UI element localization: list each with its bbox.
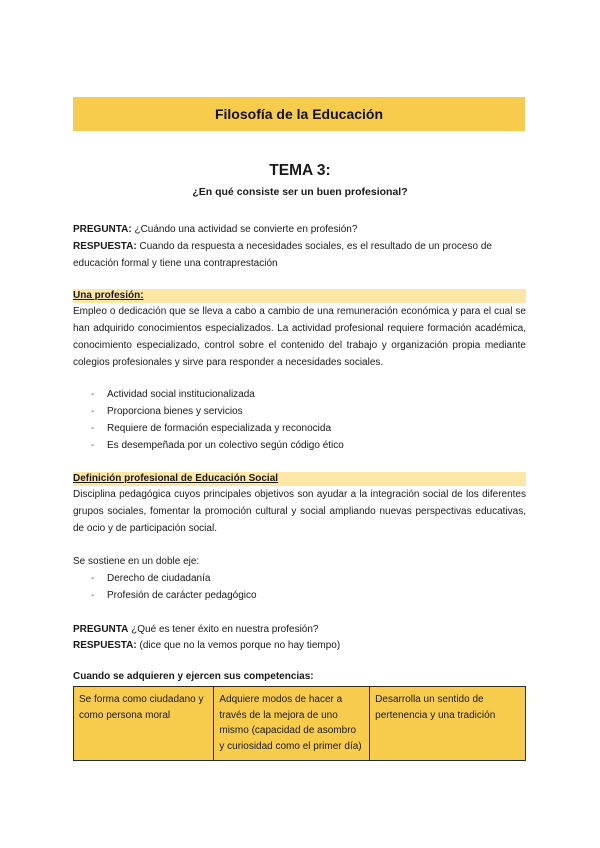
eje-list	[73, 570, 526, 604]
section-definicion-heading: Definición profesional de Educación Social	[73, 472, 526, 486]
question-label: PREGUNTA	[73, 624, 129, 635]
list-item: - Derecho de ciudadanía	[73, 570, 526, 587]
question-2	[73, 621, 526, 638]
definicion-body: Disciplina pedagógica cuyos principales objetivos son ayudar a la integración social de los diferentes grupos sociales, fomentar la promoción cultural y social ampliando nuevas perspectivas educativas, de ocio y de participación social.	[73, 489, 526, 534]
competencias-heading: Cuando se adquieren y ejercen sus competencias:	[73, 671, 314, 682]
page-title: Filosofía de la Educación	[214, 106, 384, 122]
section-profesion-heading: Una profesión:	[73, 289, 526, 303]
competencias-table	[73, 686, 526, 761]
answer-2	[73, 637, 526, 654]
table-row	[74, 687, 526, 761]
list-item: - Es desempeñada por un colectivo según código ético	[73, 437, 526, 454]
profesion-body: Empleo o dedicación que se lleva a cabo a cambio de una remuneración económica y para el cual se han adquirido conocimientos especializados. La actividad profesional requiere formación académica, conocimiento especializado, control sobre el contenido del trabajo y organización propia mediante colegios profesionales y sirve para responder a necesidades sociales.	[73, 306, 526, 368]
tema-heading: TEMA 3:	[269, 162, 331, 179]
answer-text: (dice que no la vemos porque no hay tiempo)	[136, 640, 341, 651]
list-item: - Proporciona bienes y servicios	[73, 403, 526, 420]
question-text: ¿Qué es tener éxito en nuestra profesión?	[128, 624, 319, 635]
table-cell: Desarrolla un sentido de pertenencia y una tradición	[370, 687, 526, 761]
answer-label: RESPUESTA:	[73, 640, 137, 651]
table-cell: Se forma como ciudadano y como persona moral	[74, 687, 214, 761]
profesion-list	[73, 386, 526, 454]
list-item: - Profesión de carácter pedagógico	[73, 587, 526, 604]
tema-subtitle: ¿En qué consiste ser un buen profesional?	[192, 186, 408, 198]
answer-text: Cuando da respuesta a necesidades sociales, es el resultado de un proceso de educación formal y tiene una contraprestación	[73, 241, 492, 269]
question-text: ¿Cuándo una actividad se convierte en profesión?	[131, 224, 358, 235]
answer-label: RESPUESTA:	[73, 241, 137, 252]
list-item: - Actividad social institucionalizada	[73, 386, 526, 403]
list-item: - Requiere de formación especializada y reconocida	[73, 420, 526, 437]
answer-1	[73, 238, 526, 272]
question-label: PREGUNTA:	[73, 224, 132, 235]
eje-intro: Se sostiene en un doble eje:	[73, 556, 200, 567]
title-banner	[73, 97, 525, 131]
table-cell: Adquiere modos de hacer a través de la mejora de uno mismo (capacidad de asombro y curiosidad como el primer día)	[214, 687, 370, 761]
question-1	[73, 221, 526, 238]
